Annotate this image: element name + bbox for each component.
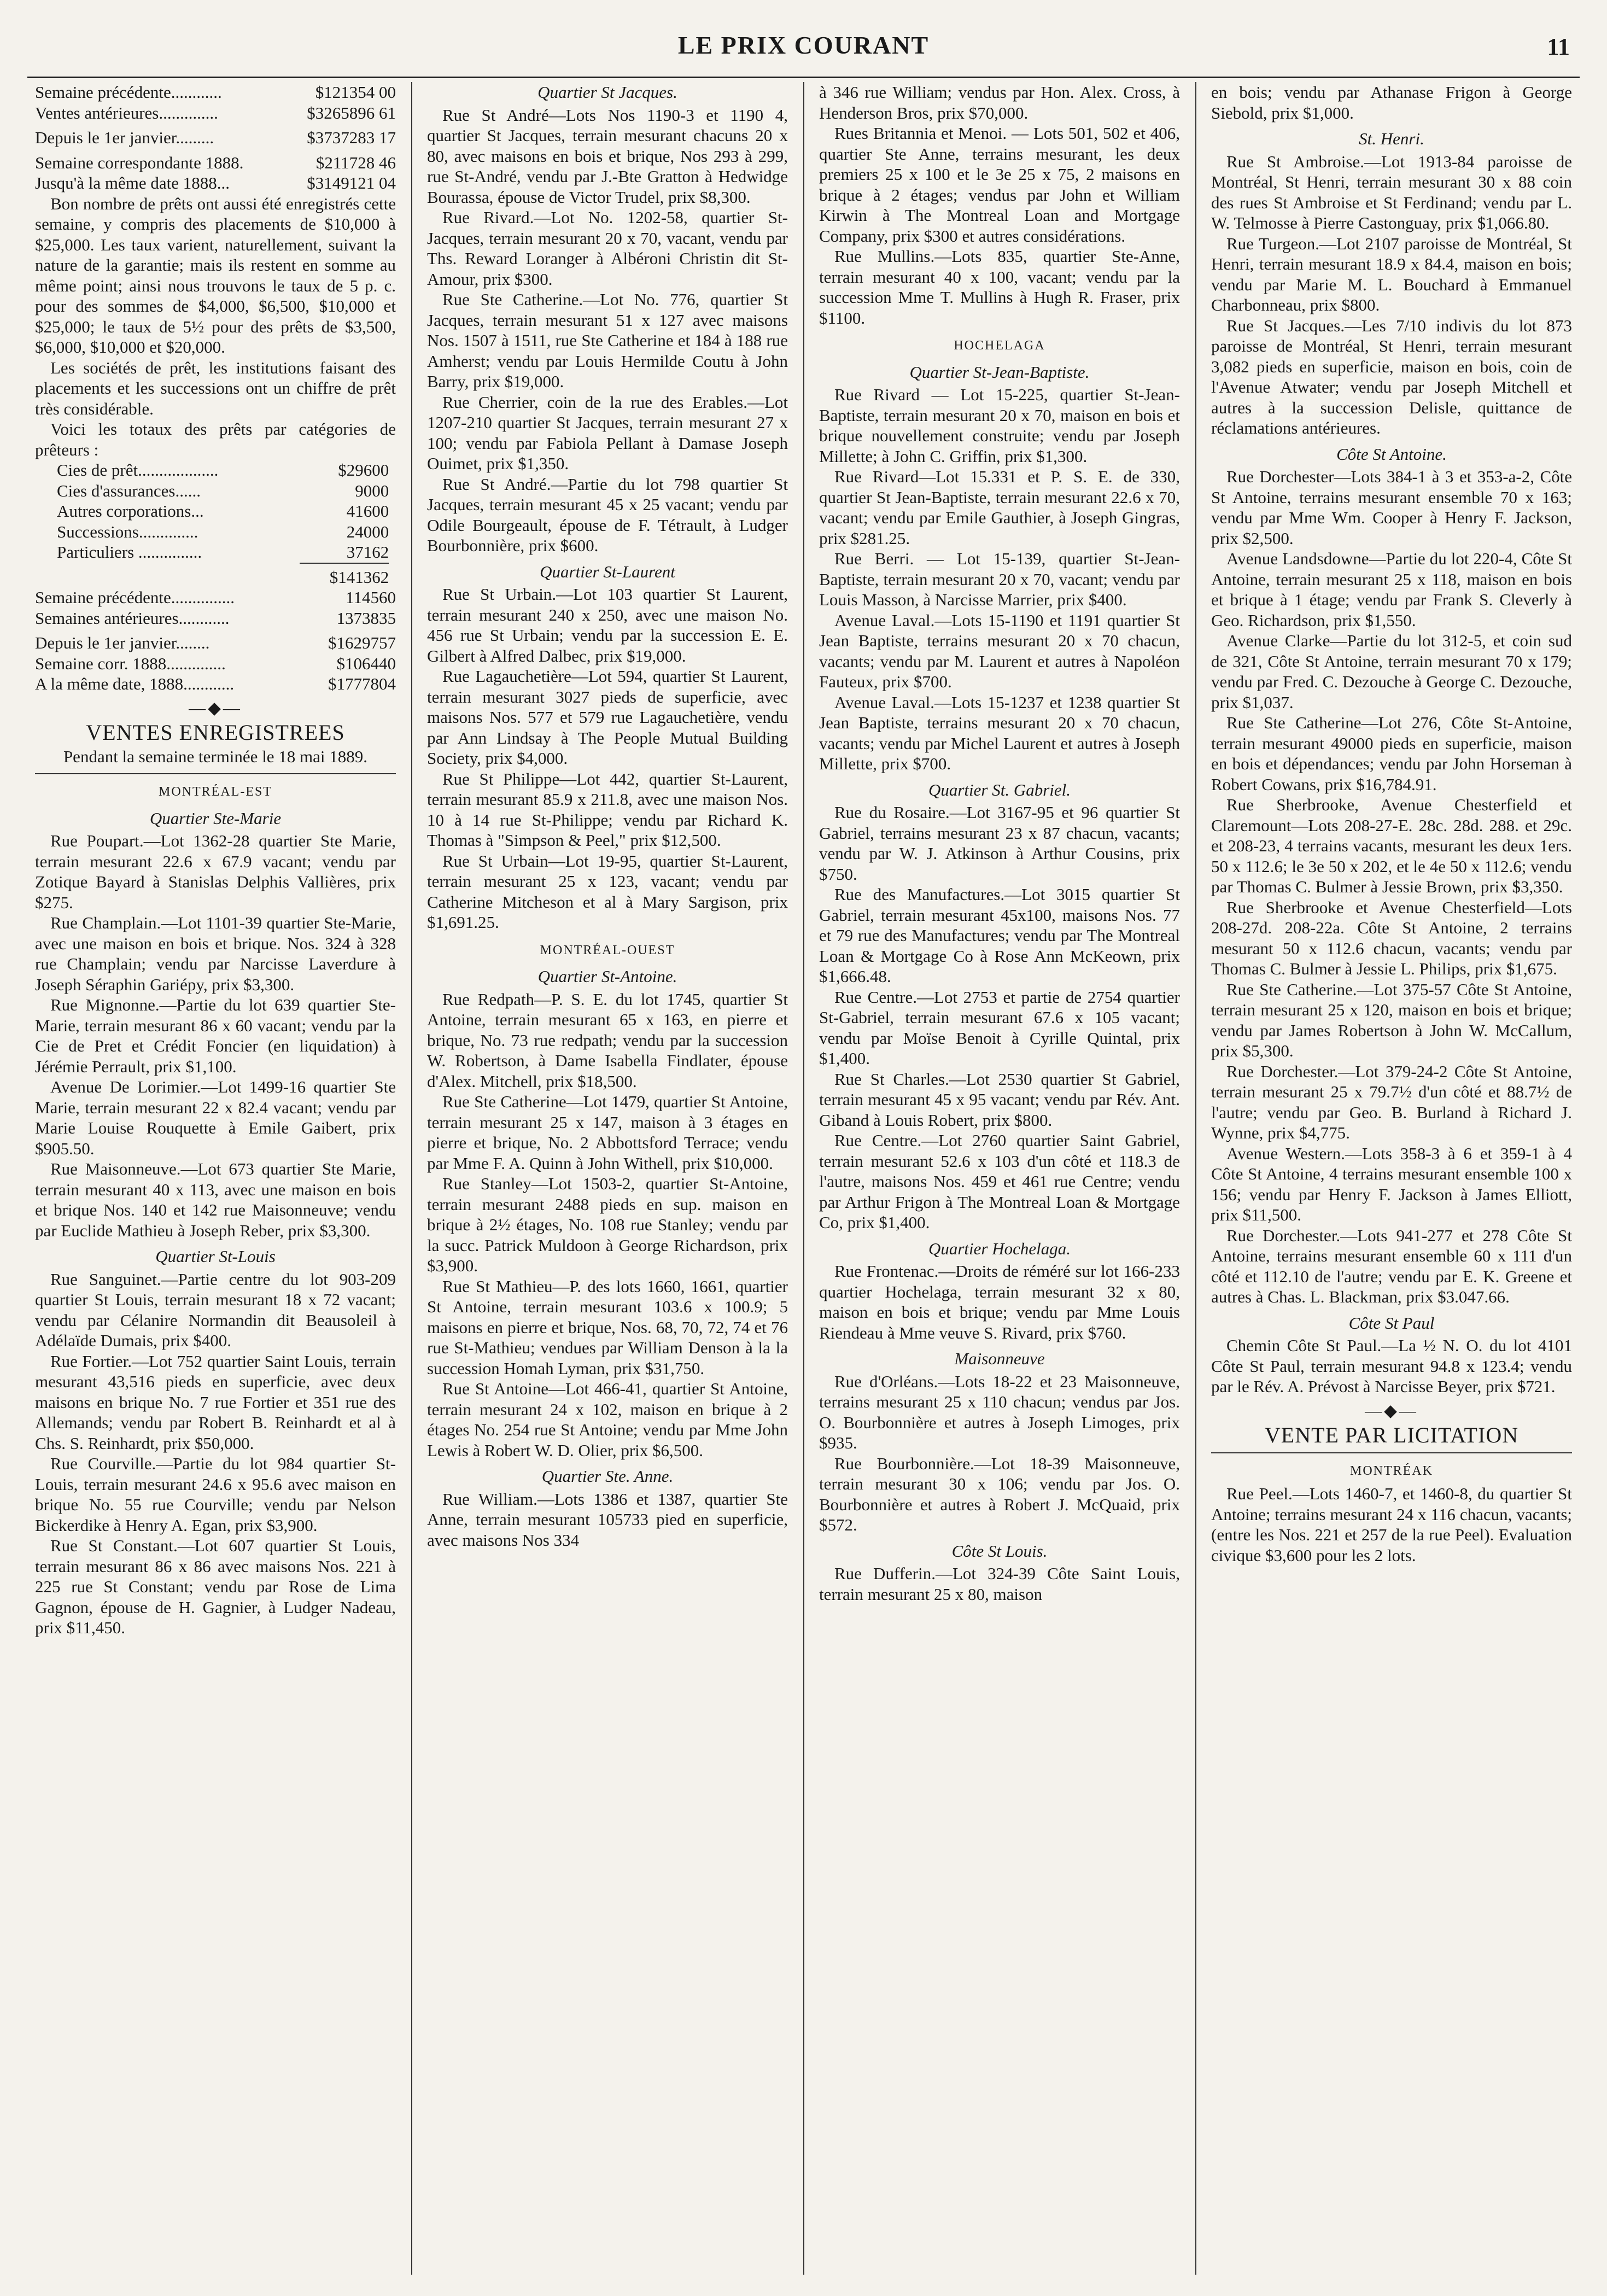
sale-entry: Avenue Laval.—Lots 15-1190 et 1191 quartier St Jean Baptiste, terrains mesurant 20 x 70 chacun, vacants; vendu par M. Laurent et autres à Napoléon Fauteux, prix $700.: [819, 610, 1180, 691]
sale-entry: Rue Maisonneuve.—Lot 673 quartier Ste Marie, terrain mesurant 40 x 113, avec une maison en bois et brique Nos. 140 et 142 rue Maisonneuve; vendu par Euclide Mathieu à Joseph Reber, prix $3,300.: [35, 1159, 396, 1240]
sale-entry: Rue Rivard—Lot 15.331 et P. S. E. de 330, quartier St Jean-Baptiste, terrain mesurant 22.6 x 70, vacant; vendu par Emile Gauthier, à Joseph Gingras, prix $281.25.: [819, 467, 1180, 548]
sale-entry: Rue Sherbrooke, Avenue Chesterfield et Claremount—Lots 208-27-E. 28c. 28d. 288. et 29c. et 208-23, 4 terrains vacants, mesurant les deux 1ers. 50 x 112.6; le 3e 50 x 202, et le 4e 50 x 112.6; vendu par Thomas C. Bulmer à Jessie Brown, prix $3,350.: [1211, 795, 1572, 896]
column-1: [27, 82, 404, 2275]
sale-entry: Chemin Côte St Paul.—La ½ N. O. du lot 4101 Côte St Paul, terrain mesurant 94.8 x 123.4; vendu par le Rév. A. Prévost à Narcisse Beyer, prix $721.: [1211, 1336, 1572, 1396]
column-rule: [411, 82, 412, 2275]
table-row: A la même date, 1888............ $1777804: [35, 674, 396, 693]
quarter-heading: Quartier Ste. Anne.: [541, 1467, 674, 1486]
sale-entry: Rue St Charles.—Lot 2530 quartier St Gabriel, terrain mesurant 45 x 95 vacant; vendu par Rév. Ant. Giband à Louis Robert, prix $800.: [819, 1069, 1180, 1130]
quarter-heading: Quartier St-Louis: [155, 1247, 276, 1266]
quarter-heading: Quartier Ste-Marie: [149, 808, 282, 828]
lenders-table: [57, 460, 389, 587]
column-4: [1203, 82, 1580, 2275]
sale-entry: Rue Ste Catherine.—Lot 375-57 Côte St Antoine, terrain mesurant 25 x 120, maison en bois et brique; vendu par James Robertson à John W. McCallum, prix $5,300.: [1211, 979, 1572, 1060]
sale-entry: Rue St Ambroise.—Lot 1913-84 paroisse de Montréal, St Henri, terrain mesurant 30 x 88 coin des rues St Ambroise et St Ferdinand; vendu par L. W. Telmosse à Pierre Castonguay, prix $1,066.80.: [1211, 151, 1572, 232]
sale-entry: Avenue Laval.—Lots 15-1237 et 1238 quartier St Jean Baptiste, terrains mesurant 20 x 70 chacun, vacants; vendu par Michel Laurent et autres à Joseph Millette, prix $700.: [819, 692, 1180, 773]
district-heading: MONTRÉAK: [1350, 1463, 1433, 1478]
totals-top-table: [35, 82, 396, 194]
sale-entry: Rue Dorchester.—Lots 941-277 et 278 Côte St Antoine, terrains mesurant ensemble 60 x 111 d'un côté et 112.10 de l'autre; vendu par E. K. Greene et autres à Chas. L. Blackman, prix $3.047.66.: [1211, 1225, 1572, 1306]
quarter-heading: Quartier St Jacques.: [537, 83, 677, 102]
paragraph: Les sociétés de prêt, les institutions faisant des placements et les successions ont un chiffre de prêt très considérable.: [35, 358, 396, 418]
sale-entry: Rue Rivard — Lot 15-225, quartier St-Jean-Baptiste, terrain mesurant 20 x 70, maison en bois et brique nouvellement construite; vendu par Joseph Millette; à John C. Griffin, prix $1,300.: [819, 385, 1180, 466]
sale-entry: Rue St Antoine—Lot 466-41, quartier St Antoine, terrain mesurant 24 x 102, maison en brique à 2 étages No. 254 rue St Antoine; vendu par Mme John Lewis à Robert W. D. Olier, prix $6,500.: [427, 1379, 788, 1460]
quarter-heading: Quartier St-Antoine.: [537, 967, 677, 986]
sale-entry: Rue St Philippe—Lot 442, quartier St-Laurent, terrain mesurant 85.9 x 211.8, avec une maison Nos. 10 à 14 rue St-Philippe; vendu par Richard K. Thomas à "Simpson & Peel," prix $12,500.: [427, 769, 788, 850]
table-row: Autres corporations... 41600: [57, 501, 389, 521]
sale-entry: Rue Ste Catherine—Lot 1479, quartier St Antoine, terrain mesurant 25 x 147, maison à 3 étages en pierre et brique, No. 2 Abbottsford Terrace; vendu par Mme F. A. Quinn à John Withell, prix $10,000.: [427, 1092, 788, 1173]
sale-entry: Avenue Clarke—Partie du lot 312-5, et coin sud de 321, Côte St Antoine, terrain mesurant 70 x 179; vendu par Fred. C. Dezouche à George C. Dezouche, prix $1,037.: [1211, 631, 1572, 712]
section-heading: VENTE PAR LICITATION: [1264, 1423, 1519, 1447]
sale-entry: Rue Dorchester—Lots 384-1 à 3 et 353-a-2, Côte St Antoine, terrains mesurant ensemble 70 x 163; vendu par Mme Wm. Cooper à Henry F. Jackson, prix $2,500.: [1211, 467, 1572, 548]
column-rule: [1195, 82, 1196, 2275]
sale-entry: Rue Turgeon.—Lot 2107 paroisse de Montréal, St Henri, terrain mesurant 18.9 x 84.4, maison en bois; vendu par Marie M. L. Bouchard à Emmanuel Charbonneau, prix $800.: [1211, 233, 1572, 314]
quarter-heading: Quartier Hochelaga.: [928, 1238, 1071, 1258]
sale-entry: Rues Britannia et Menoi. — Lots 501, 502 et 406, quartier Ste Anne, terrains mesurant, les deux premiers 25 x 100 et le 3e 25 x 75, 2 maisons en brique à 2 étages; vendus par John et William Kirwin à The Montreal Loan and Mortgage Company, prix $300 et autres considérations.: [819, 124, 1180, 246]
sale-entry: Rue St Constant.—Lot 607 quartier St Louis, terrain mesurant 86 x 86 avec maisons Nos. 221 à 225 rue St Constant; vendu par Rose de Lima Gagnon, épouse de H. Gagnier, à Ludger Nadeau, prix $11,450.: [35, 1536, 396, 1637]
table-row: Successions.............. 24000: [57, 522, 389, 541]
ornament-divider: —◆—: [189, 698, 242, 717]
table-row: Jusqu'à la même date 1888... $3149121 04: [35, 173, 396, 192]
sale-entry: Rue Frontenac.—Droits de réméré sur lot 166-233 quartier Hochelaga, terrain mesurant 32 x 80, maison en bois et brique; vendu par Mme Louis Riendeau à Mme veuve S. Rivard, prix $760.: [819, 1261, 1180, 1342]
page-header: [27, 26, 1580, 78]
quarter-heading: Côte St Paul: [1348, 1313, 1435, 1333]
table-row: Depuis le 1er janvier........ $1629757: [35, 633, 396, 652]
ornament-divider: —◆—: [1365, 1400, 1418, 1420]
district-heading: HOCHELAGA: [954, 338, 1045, 353]
sale-entry: Rue St Mathieu—P. des lots 1660, 1661, quartier St Antoine, terrain mesurant 103.6 x 100.9; 5 maisons en pierre et brique, Nos. 68, 70, 72, 74 et 76 rue St-Mathieu; vendues par William Denson à la la succession Homah Lyman, prix $31,750.: [427, 1276, 788, 1378]
sale-entry: Rue St André—Lots Nos 1190-3 et 1190 4, quartier St Jacques, terrain mesurant chacuns 20 x 80, avec maisons en bois et brique, Nos 293 à 299, rue St-André, vendu par J.-Bte Gratton à Hedwidge Bourassa, épouse de Victor Trudel, prix $8,300.: [427, 105, 788, 207]
quarter-heading: Maisonneuve: [954, 1349, 1045, 1368]
newspaper-title: LE PRIX COURANT: [677, 31, 930, 59]
sale-entry: Rue St Jacques.—Les 7/10 indivis du lot 873 paroisse de Montréal, St Henri, terrain mesurant 3,082 pieds en superficie, maison en bois, coin de l'Avenue Atwater; vendu par Joseph Mitchell et autres à la succession Delisle, quittance de réclamations antérieures.: [1211, 316, 1572, 437]
sale-entry: Rue St Urbain—Lot 19-95, quartier St-Laurent, terrain mesurant 25 x 123, vacant; vendu par Catherine Mitcheson et al à Mary Sargison, prix $1,691.25.: [427, 851, 788, 932]
quarter-heading: St. Henri.: [1359, 129, 1424, 148]
sale-entry: Avenue De Lorimier.—Lot 1499-16 quartier Ste Marie, terrain mesurant 22 x 82.4 vacant; vendu par Marie Louise Rouquette à Emile Gaibert, prix $905.50.: [35, 1077, 396, 1158]
sale-entry: Rue Rivard.—Lot No. 1202-58, quartier St-Jacques, terrain mesurant 20 x 70, vacant, vendu par Ths. Reward Loranger à Albéroni Christin dit St-Amour, prix $300.: [427, 208, 788, 289]
sale-entry: Rue Champlain.—Lot 1101-39 quartier Ste-Marie, avec une maison en bois et brique. Nos. 324 à 328 rue Champlain; vendu par Narcisse Laverdure à Joseph Séraphin Gariépy, prix $3,300.: [35, 913, 396, 994]
sale-entry: Rue Sherbrooke et Avenue Chesterfield—Lots 208-27d. 208-22a. Côte St Antoine, 2 terrains mesurant 50 x 112.6 chacun, vacants; vendu par Thomas C. Bulmer à Jessie L. Philips, prix $1,675.: [1211, 897, 1572, 978]
section-heading: VENTES ENREGISTREES: [86, 720, 345, 745]
paragraph: Voici les totaux des prêts par catégories de prêteurs :: [35, 419, 396, 459]
quarter-heading: Quartier St-Laurent: [540, 562, 675, 581]
totals-bottom-table: [35, 587, 396, 694]
sale-entry: Rue St André.—Partie du lot 798 quartier St Jacques, terrain mesurant 45 x 25 vacant; vendu par Odile Bourgeault, épouse de F. Tétrault, à Ludger Bourbonnière, prix $600.: [427, 474, 788, 555]
table-row: $141362: [57, 563, 389, 588]
sale-entry: Rue Peel.—Lots 1460-7, et 1460-8, du quartier St Antoine; terrains mesurant 24 x 116 chacun, vacants; (entre les Nos. 221 et 257 de la rue Peel). Evaluation civique $3,600 pour les 2 lots.: [1211, 1484, 1572, 1565]
divider: [35, 773, 396, 774]
table-row: Cies d'assurances...... 9000: [57, 481, 389, 500]
quarter-heading: Côte St Louis.: [951, 1541, 1048, 1561]
sale-entry: Rue Ste Catherine—Lot 276, Côte St-Antoine, terrain mesurant 49000 pieds en superficie, maison en bois et dépendances; vendu par John Horseman à Robert Cowans, prix $16,784.91.: [1211, 713, 1572, 794]
sale-entry: Rue Centre.—Lot 2753 et partie de 2754 quartier St-Gabriel, terrain mesurant 67.6 x 105 vacant; vendu par Moïse Benoit à Cyrille Quintal, prix $1,400.: [819, 987, 1180, 1068]
page-number: 11: [1547, 33, 1570, 60]
sale-entry: Rue Lagauchetière—Lot 594, quartier St Laurent, terrain mesurant 3027 pieds de superficie, avec maisons Nos. 577 et 579 rue Lagauchetière, vendu par Ann Lindsay à The People Mutual Building Society, prix $4,000.: [427, 667, 788, 768]
sale-entry: à 346 rue William; vendus par Hon. Alex. Cross, à Henderson Bros, prix $70,000.: [819, 83, 1180, 122]
table-row: Particuliers ............... 37162: [57, 542, 389, 562]
sale-entry: en bois; vendu par Athanase Frigon à George Siebold, prix $1,000.: [1211, 83, 1572, 122]
table-row: Semaine corr. 1888.............. $106440: [35, 653, 396, 673]
sale-entry: Rue Bourbonnière.—Lot 18-39 Maisonneuve, terrain mesurant 30 x 106; vendu par Jos. O. Bourbonnière et autres à Robert J. McQuaid, prix $572.: [819, 1453, 1180, 1534]
sale-entry: Rue Ste Catherine.—Lot No. 776, quartier St Jacques, terrain mesurant 51 x 127 avec maisons Nos. 1507 à 1511, rue Ste Catherine et 184 à 188 rue Amherst; vendu par Louis Hermilde Coutu à John Barry, prix $19,000.: [427, 290, 788, 391]
table-row: Semaine précédente............ $121354 00: [35, 83, 396, 102]
sale-entry: Rue William.—Lots 1386 et 1387, quartier Ste Anne, terrain mesurant 105733 pied en superficie, avec maisons Nos 334: [427, 1489, 788, 1550]
sale-entry: Rue Berri. — Lot 15-139, quartier St-Jean-Baptiste, terrain mesurant 20 x 70, vacant; vendu par Louis Masson, à Narcisse Marrier, prix $400.: [819, 549, 1180, 609]
table-row: Ventes antérieures.............. $3265896 61: [35, 103, 396, 122]
district-heading: MONTRÉAL-OUEST: [540, 943, 675, 957]
table-row: Cies de prêt................... $29600: [57, 460, 389, 480]
table-row: Depuis le 1er janvier......... $3737283 17: [35, 128, 396, 147]
sale-entry: Avenue Landsdowne—Partie du lot 220-4, Côte St Antoine, terrain mesurant 25 x 118, maison en bois et brique à 1 étage; vendu par Frank S. Cleverly à Geo. Richardson, prix $1,550.: [1211, 549, 1572, 630]
columns: [27, 82, 1580, 2275]
sale-entry: Rue Courville.—Partie du lot 984 quartier St-Louis, terrain mesurant 24.6 x 95.6 avec maison en brique No. 55 rue Courville; vendu par Nelson Bickerdike à Henry A. Egan, prix $3,900.: [35, 1454, 396, 1535]
paragraph: Bon nombre de prêts ont aussi été enregistrés cette semaine, y compris des placements de $10,000 à $25,000. Les taux varient, naturellement, suivant la nature de la garantie; mais ils restent en somme au même point; ainsi nous trouvons le taux de 5 p. c. pour des sommes de $4,000, $6,500, $10,000 et $25,000; le taux de 5½ pour des prêts de $3,500, $6,000, $10,000 et $20,000.: [35, 194, 396, 357]
sale-entry: Rue Dorchester.—Lot 379-24-2 Côte St Antoine, terrain mesurant 25 x 79.7½ d'un côté et 88.7½ de l'autre; vendu par Geo. B. Burland à Richard J. Wynne, prix $4,775.: [1211, 1061, 1572, 1142]
sale-entry: Rue des Manufactures.—Lot 3015 quartier St Gabriel, terrain mesurant 45x100, maisons Nos. 77 et 79 rue des Manufactures; vendu par The Montreal Loan & Mortgage Co à Rose Ann McKeown, prix $1,666.48.: [819, 885, 1180, 986]
sale-entry: Rue Mignonne.—Partie du lot 639 quartier Ste-Marie, terrain mesurant 86 x 60 vacant; vendu par la Cie de Pret et Crédit Foncier (en liquidation) à Jérémie Perrault, prix $1,100.: [35, 995, 396, 1076]
table-row: Semaines antérieures............ 1373835: [35, 608, 396, 628]
sale-entry: Rue d'Orléans.—Lots 18-22 et 23 Maisonneuve, terrains mesurant 25 x 110 chacun; vendus par Jos. O. Bourbonnière et autres à Joseph Limoges, prix $935.: [819, 1371, 1180, 1452]
quarter-heading: Quartier St. Gabriel.: [928, 780, 1071, 799]
section-subheading: Pendant la semaine terminée le 18 mai 1889.: [63, 746, 368, 766]
column-3: [811, 82, 1188, 2275]
column-rule: [803, 82, 804, 2275]
sale-entry: Rue Mullins.—Lots 835, quartier Ste-Anne, terrain mesurant 40 x 100, vacant; vendu par la succession Mme T. Mullins à Hugh R. Fraser, prix $1100.: [819, 247, 1180, 328]
sale-entry: Rue Stanley—Lot 1503-2, quartier St-Antoine, terrain mesurant 2488 pieds en sup. maison en brique à 2½ étages, No. 108 rue Stanley; vendu par la succ. Patrick Muldoon à George Richardson, prix $3,900.: [427, 1174, 788, 1275]
sale-entry: Rue Redpath—P. S. E. du lot 1745, quartier St Antoine, terrain mesurant 65 x 163, en pierre et brique, No. 73 rue redpath; vendu par la succession W. Robertson, à Dame Isabella Findlater, épouse d'Alex. Mitchell, prix $18,500.: [427, 989, 788, 1091]
sale-entry: Rue Sanguinet.—Partie centre du lot 903-209 quartier St Louis, terrain mesurant 18 x 72 vacant; vendu par Célanire Normandin dit Beausoleil à Adélaïde Dumais, prix $400.: [35, 1269, 396, 1350]
table-row: Semaine correspondante 1888. $211728 46: [35, 153, 396, 172]
sale-entry: Rue Centre.—Lot 2760 quartier Saint Gabriel, terrain mesurant 52.6 x 103 d'un côté et 118.3 de l'autre, maisons Nos. 459 et 461 rue Centre; vendu par Arthur Frigon à The Montreal Loan & Mortgage Co, prix $1,400.: [819, 1131, 1180, 1232]
sale-entry: Rue Cherrier, coin de la rue des Erables.—Lot 1207-210 quartier St Jacques, terrain mesurant 27 x 100; vendu par Fabiola Pellant à Damase Joseph Ouimet, prix $1,350.: [427, 392, 788, 473]
column-2: [419, 82, 796, 2275]
table-row: Semaine précédente............... 114560: [35, 588, 396, 607]
sale-entry: Avenue Western.—Lots 358-3 à 6 et 359-1 à 4 Côte St Antoine, 4 terrains mesurant ensemble 100 x 156; vendu par Henry F. Jackson à James Elliott, prix $11,500.: [1211, 1143, 1572, 1224]
sale-entry: Rue Poupart.—Lot 1362-28 quartier Ste Marie, terrain mesurant 22.6 x 67.9 vacant; vendu par Zotique Bayard à Stanislas Delphis Vallières, prix $275.: [35, 831, 396, 912]
sale-entry: Rue St Urbain.—Lot 103 quartier St Laurent, terrain mesurant 240 x 250, avec une maison No. 456 rue St Urbain; vendu par la succession E. E. Gilbert à Alfred Dalbec, prix $19,000.: [427, 585, 788, 665]
sale-entry: Rue Fortier.—Lot 752 quartier Saint Louis, terrain mesurant 43,516 pieds en superficie, avec deux maisons en brique No. 7 rue Fortier et 351 rue des Allemands; vendu par Robert B. Reinhardt et al à Chs. S. Reinhardt, prix $50,000.: [35, 1351, 396, 1453]
sale-entry: Rue du Rosaire.—Lot 3167-95 et 96 quartier St Gabriel, terrains mesurant 23 x 87 chacun, vacants; vendu par W. J. Atkinson à Arthur Cousins, prix $750.: [819, 803, 1180, 884]
quarter-heading: Quartier St-Jean-Baptiste.: [909, 362, 1090, 382]
quarter-heading: Côte St Antoine.: [1336, 444, 1447, 464]
district-heading: MONTRÉAL-EST: [159, 785, 272, 799]
divider: [1211, 1452, 1572, 1453]
sale-entry: Rue Dufferin.—Lot 324-39 Côte Saint Louis, terrain mesurant 25 x 80, maison: [819, 1564, 1180, 1604]
